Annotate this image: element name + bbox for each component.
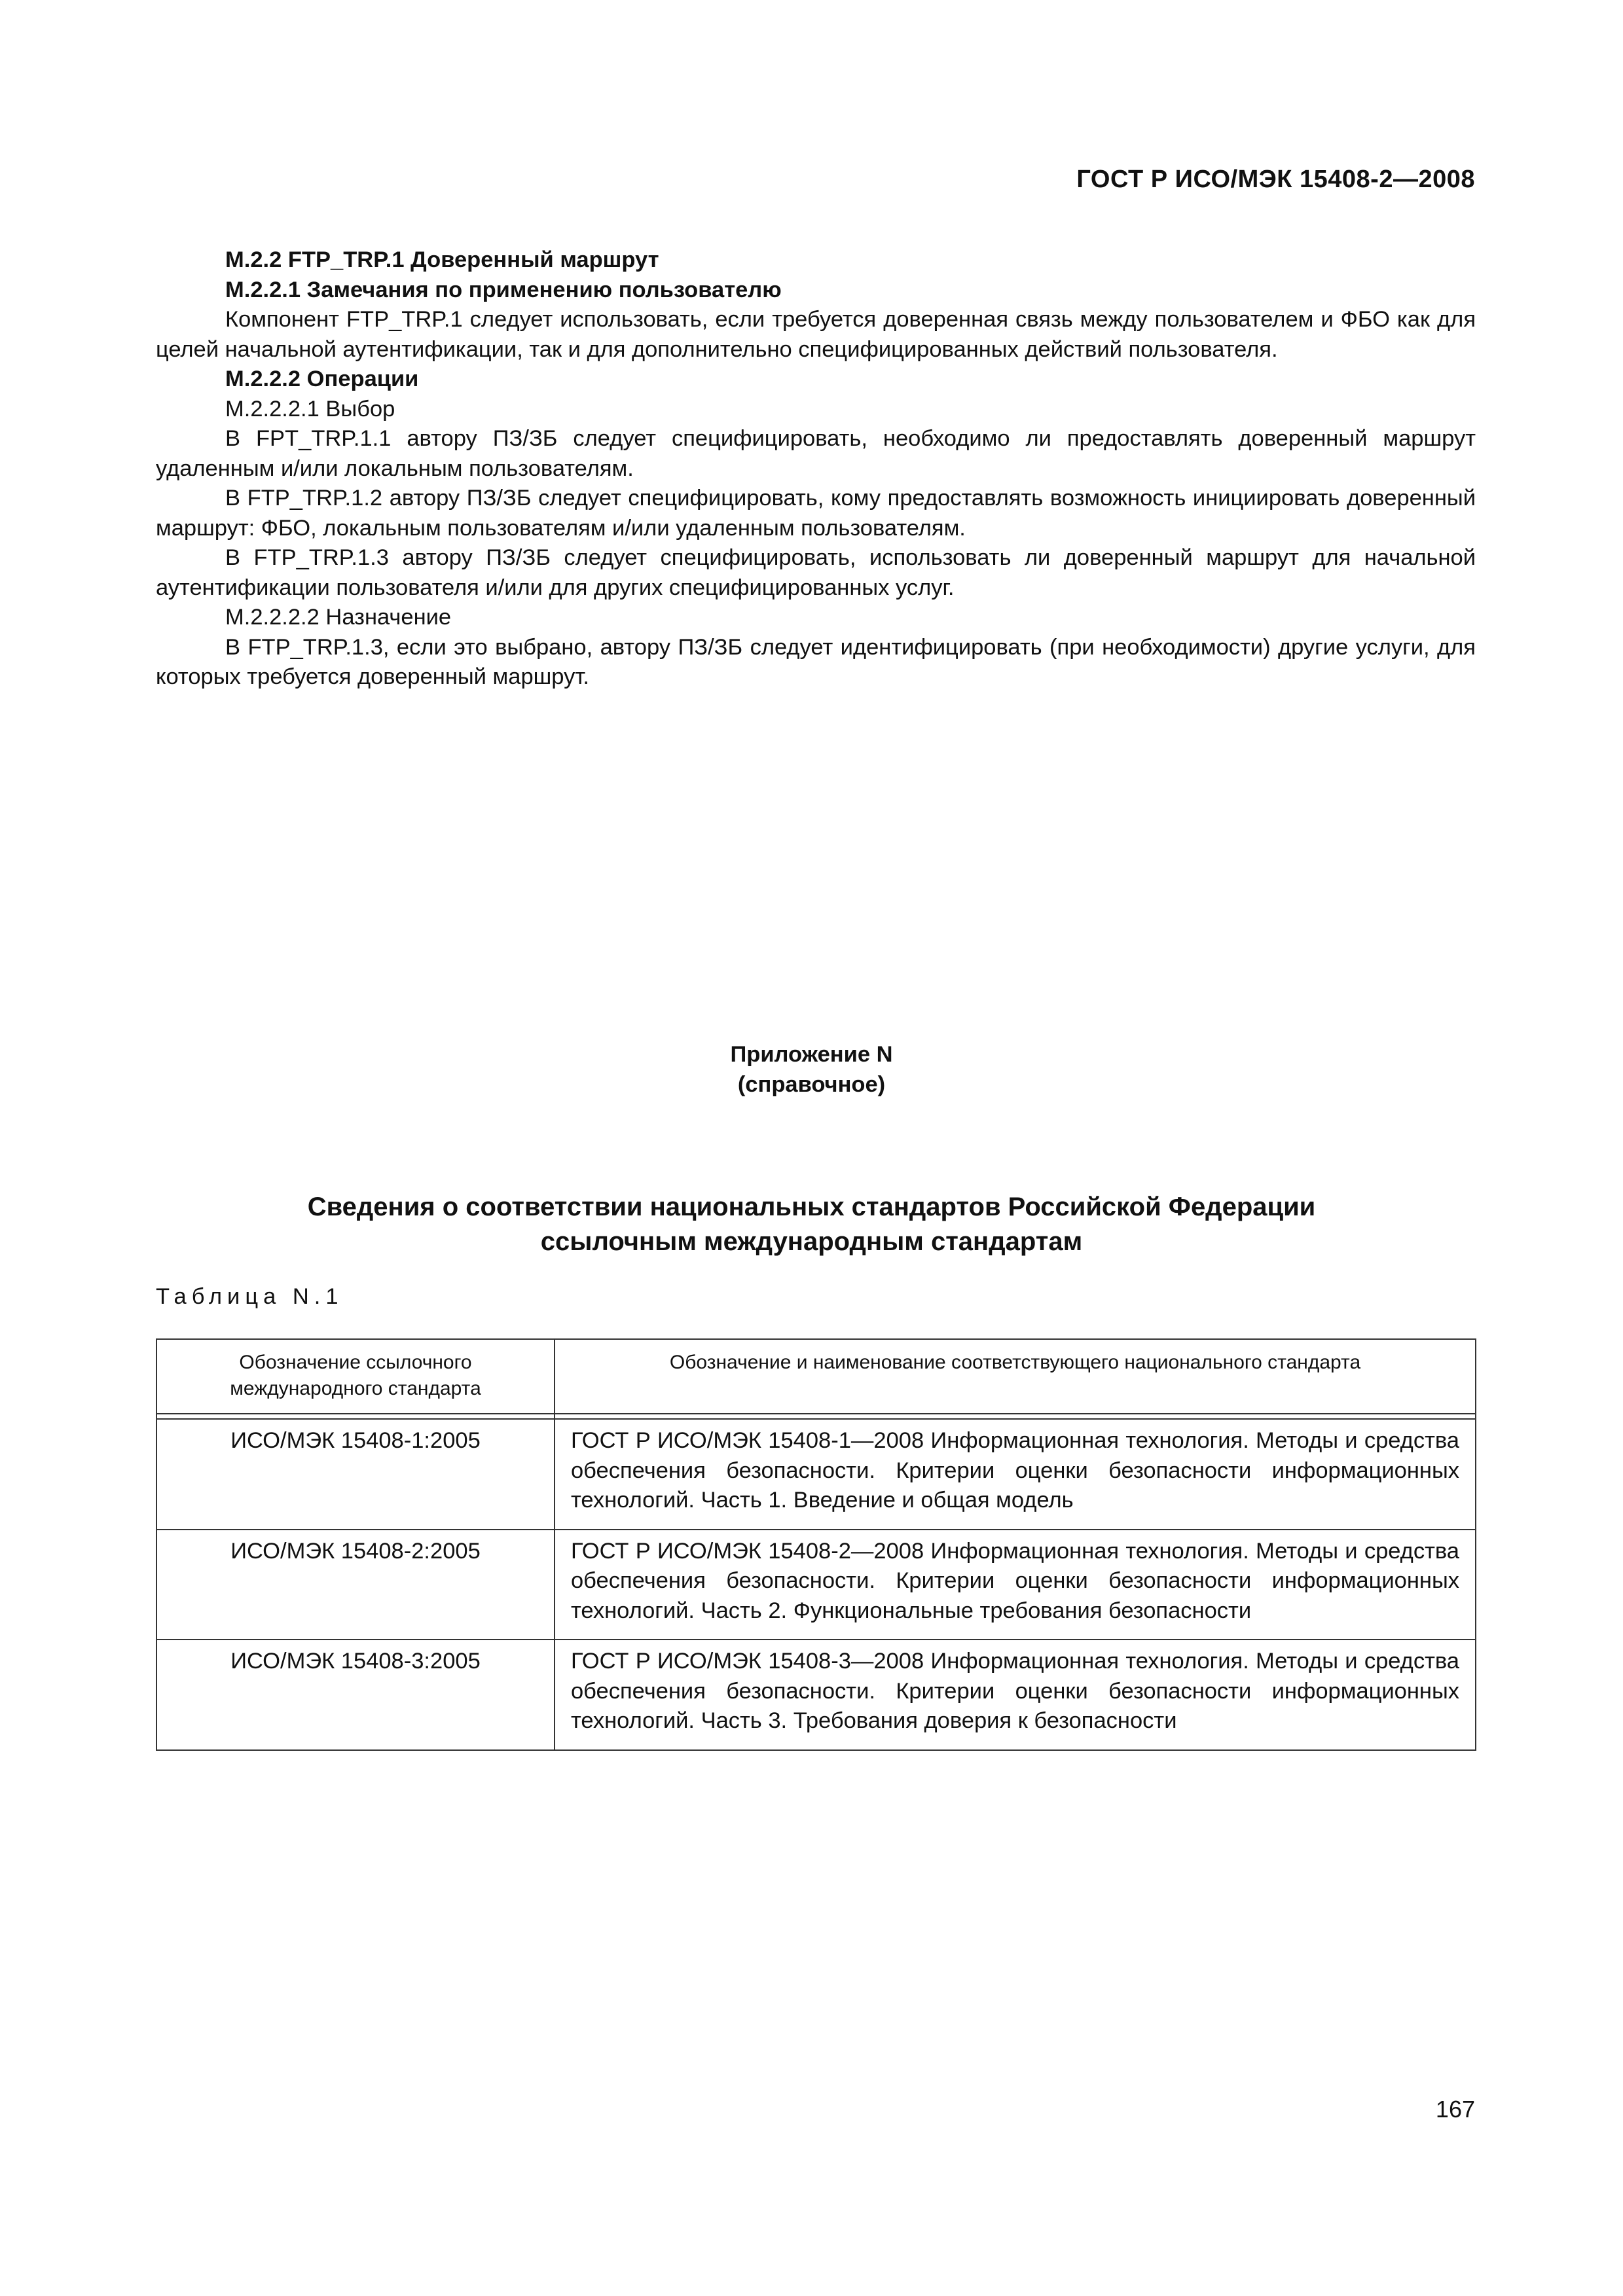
paragraph-3: В FTP_TRP.1.2 автору ПЗ/ЗБ следует специфицировать, кому предоставлять возможность инициировать доверенный маршрут: ФБО, локальным пользователям и/или удаленным пользователям. xyxy=(156,486,1476,541)
annex-title-line-1: Сведения о соответствии национальных стандартов Российской Федерации xyxy=(307,1193,1316,1221)
table-header-row xyxy=(156,1339,1476,1414)
correspondence-table xyxy=(156,1338,1476,1751)
paragraph-5: В FTP_TRP.1.3, если это выбрано, автору ПЗ/ЗБ следует идентифицировать (при необходимости) другие услуги, для которых требуется доверенный маршрут. xyxy=(156,634,1476,689)
annex-status: (справочное) xyxy=(737,1072,886,1097)
heading-m-2-2-2-2: M.2.2.2.2 Назначение xyxy=(225,605,452,630)
table-row xyxy=(156,1640,1476,1750)
table-row xyxy=(156,1419,1476,1530)
page-number: 167 xyxy=(1435,2096,1475,2123)
heading-m-2-2: M.2.2 FTP_TRP.1 Доверенный маршрут xyxy=(225,247,659,272)
cell-intl-standard: ИСО/МЭК 15408-3:2005 xyxy=(156,1640,555,1750)
paragraph-4: В FTP_TRP.1.3 автору ПЗ/ЗБ следует специфицировать, использовать ли доверенный маршрут для начальной аутентификации пользователя и/или для других специфицированных услуг. xyxy=(156,545,1476,600)
cell-national-standard: ГОСТ Р ИСО/МЭК 15408-3—2008 Информационная технология. Методы и средства обеспечения безопасности. Критерии оценки безопасности информационных технологий. Часть 3. Требования доверия к безопасности xyxy=(555,1640,1476,1750)
annex-title xyxy=(0,1190,1623,1259)
header-intl-standard: Обозначение ссылочного международного стандарта xyxy=(156,1339,555,1414)
annex-heading xyxy=(0,1039,1623,1100)
heading-m-2-2-2: M.2.2.2 Операции xyxy=(225,367,419,391)
cell-intl-standard: ИСО/МЭК 15408-1:2005 xyxy=(156,1419,555,1530)
annex-title-line-2: ссылочным международным стандартам xyxy=(540,1227,1083,1256)
paragraph-1: Компонент FTP_TRP.1 следует использовать, если требуется доверенная связь между пользователем и ФБО как для целей начальной аутентификации, так и для дополнительно специфицированных действий пользователя. xyxy=(156,307,1476,362)
table-header-separator xyxy=(156,1414,1476,1419)
document-header: ГОСТ Р ИСО/МЭК 15408-2—2008 xyxy=(1076,166,1475,193)
heading-m-2-2-2-1: M.2.2.2.1 Выбор xyxy=(225,396,395,422)
annex-label: Приложение N xyxy=(730,1042,893,1067)
cell-national-standard: ГОСТ Р ИСО/МЭК 15408-1—2008 Информационная технология. Методы и средства обеспечения безопасности. Критерии оценки безопасности информационных технологий. Часть 1. Введение и общая модель xyxy=(555,1419,1476,1530)
table-caption: Таблица N.1 xyxy=(156,1284,344,1309)
paragraph-2: В FPT_TRP.1.1 автору ПЗ/ЗБ следует специфицировать, необходимо ли предоставлять доверенный маршрут удаленным и/или локальным пользователям. xyxy=(156,426,1476,481)
header-national-standard: Обозначение и наименование соответствующего национального стандарта xyxy=(555,1339,1476,1414)
section-m-2-2 xyxy=(156,245,1476,692)
heading-m-2-2-1: M.2.2.1 Замечания по применению пользователю xyxy=(225,277,782,302)
table-row xyxy=(156,1530,1476,1640)
cell-national-standard: ГОСТ Р ИСО/МЭК 15408-2—2008 Информационная технология. Методы и средства обеспечения безопасности. Критерии оценки безопасности информационных технологий. Часть 2. Функциональные требования безопасности xyxy=(555,1530,1476,1640)
cell-intl-standard: ИСО/МЭК 15408-2:2005 xyxy=(156,1530,555,1640)
